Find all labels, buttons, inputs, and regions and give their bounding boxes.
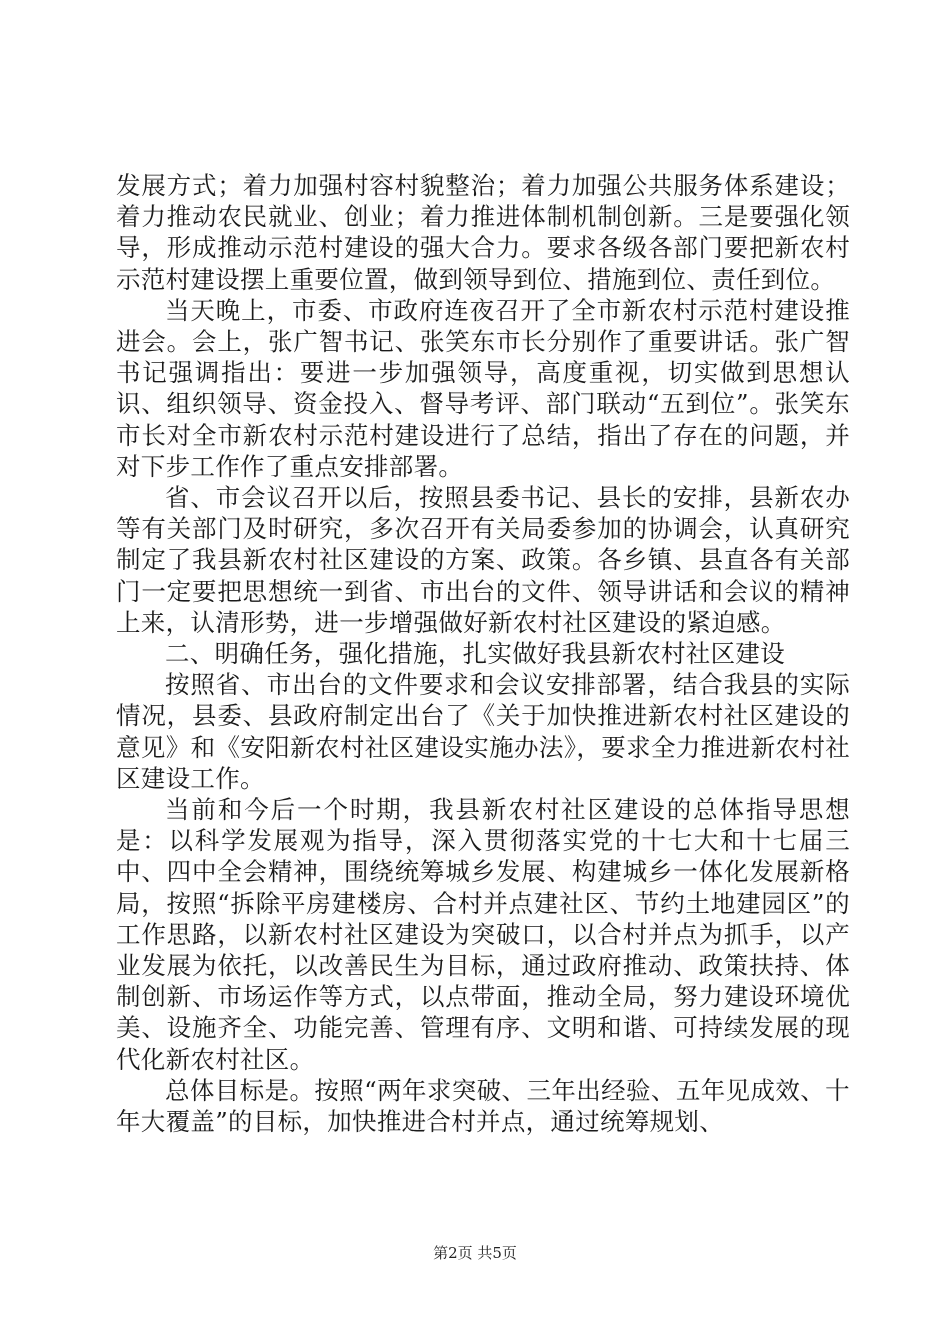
page-number-footer: 第2页 共5页 xyxy=(433,1244,517,1262)
paragraph-continuation: 发展方式；着力加强村容村貌整治；着力加强公共服务体系建设；着力推动农民就业、创业；着力推进体制机制创新。三是要强化领导，形成推动示范村建设的强大合力。要求各级各部门要把新农村示范村建设摆上重要位置，做到领导到位、措施到位、责任到位。 xyxy=(116,171,850,294)
paragraph-county-response: 省、市会议召开以后，按照县委书记、县长的安排，县新农办等有关部门及时研究，多次召开有关局委参加的协调会，认真研究制定了我县新农村社区建设的方案、政策。各乡镇、县直各有关部门一定要把思想统一到省、市出台的文件、领导讲话和会议的精神上来，认清形势，进一步增强做好新农村社区建设的紧迫感。 xyxy=(116,483,850,637)
paragraph-guiding-ideology: 当前和今后一个时期，我县新农村社区建设的总体指导思想是：以科学发展观为指导，深入贯彻落实党的十七大和十七届三中、四中全会精神，围绕统筹城乡发展、构建城乡一体化发展新格局，按照“拆除平房建楼房、合村并点建社区、节约土地建园区”的工作思路，以新农村社区建设为突破口，以合村并点为抓手，以产业发展为依托，以改善民生为目标，通过政府推动、政策扶持、体制创新、市场运作等方式，以点带面，推动全局，努力建设环境优美、设施齐全、功能完善、管理有序、文明和谐、可持续发展的现代化新农村社区。 xyxy=(116,795,850,1074)
paragraph-evening-meeting: 当天晚上，市委、市政府连夜召开了全市新农村示范村建设推进会。会上，张广智书记、张笑东市长分别作了重要讲话。张广智书记强调指出：要进一步加强领导，高度重视，切实做到思想认识、组织领导、资金投入、督导考评、部门联动“五到位”。张笑东市长对全市新农村示范村建设进行了总结，指出了存在的问题，并对下步工作作了重点安排部署。 xyxy=(116,295,850,481)
document-body xyxy=(116,170,850,1137)
section-heading-two: 二、明确任务，强化措施，扎实做好我县新农村社区建设 xyxy=(165,639,785,669)
paragraph-documents-issued: 按照省、市出台的文件要求和会议安排部署，结合我县的实际情况，县委、县政府制定出台了《关于加快推进新农村社区建设的意见》和《安阳新农村社区建设实施办法》，要求全力推进新农村社区建设工作。 xyxy=(116,670,850,793)
paragraph-overall-goal: 总体目标是。按照“两年求突破、三年出经验、五年见成效、十年大覆盖”的目标，加快推进合村并点，通过统筹规划、 xyxy=(116,1075,850,1137)
